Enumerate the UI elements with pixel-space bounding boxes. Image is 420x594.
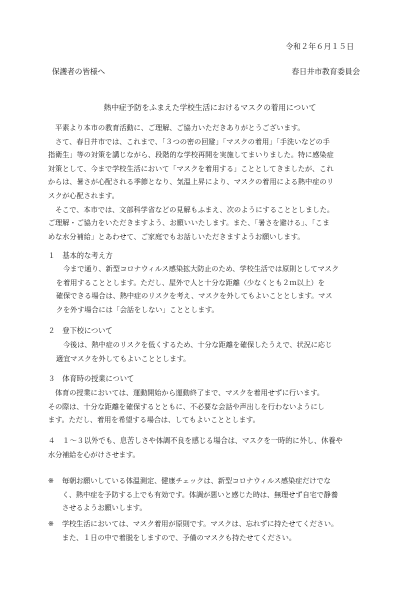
section-body — [56, 262, 390, 316]
section-body — [48, 386, 390, 427]
note-line — [48, 517, 390, 531]
note-text: 学校生活においては、マスク着用が原則です。マスクは、忘れずに持たせてください。 — [62, 519, 339, 528]
section-heading: ４ １～３以外でも、息苦しさや体調不良を感じる場合は、マスクを一時的に外し、休養や — [48, 436, 343, 445]
note — [48, 474, 390, 515]
issue-date: 令和２年６月１５日 — [285, 42, 354, 51]
section-body — [48, 448, 382, 462]
intro-line: からは、暑さが心配される季節となり、気温上昇により、マスクの着用による熱中症のリ — [48, 177, 334, 187]
section-line: 確保できる場合は、熱中症のリスクを考え、マスクを外してもよいこととします。マス — [56, 291, 333, 301]
section-heading: ２ 登下校について — [48, 326, 113, 335]
addressee: 保護者の皆様へ — [52, 67, 106, 76]
section-line: その際は、十分な距離を確保するとともに、不必要な会話や声出しを行わないようにし — [48, 401, 325, 411]
intro-line: ご理解・ご協力をいただきますよう、お願いいたします。また、「暑さを避ける」、「こま — [48, 218, 330, 228]
section-line: 今まで通り、新型コロナウィルス感染拡大防止のため、学校生活では原則としてマスク — [63, 264, 339, 273]
section-line: 水分補給を心がけさせます。 — [48, 450, 140, 459]
note-line: く、熱中症を予防する上でも有効です。体調が悪いと感じた時は、無理せず自宅で静養 — [62, 489, 338, 499]
section-line: を着用することとします。ただし、屋外で人と十分な距離（少なくとも２ｍ以上）を — [56, 277, 325, 287]
note-line — [48, 474, 390, 488]
section-line: 今後は、熱中症のリスクを低くするため、十分な距離を確保したうえで、状況に応じ — [63, 340, 333, 349]
intro-paragraph — [48, 121, 388, 243]
note-line: また、１日の中で着脱をしますので、予備のマスクも持たせてください。 — [62, 532, 296, 542]
intro-line: 平素より本市の教育活動に、ご理解、ご協力いただきありがとうございます。 — [55, 123, 305, 132]
section-heading: １ 基本的な考え方 — [48, 251, 113, 260]
section-line: クを外す場合には「会話をしない」こととします。 — [56, 304, 219, 314]
intro-line: 対策として、今まで学校生活において「マスクを着用する」こととしてきましたが、これ — [48, 163, 334, 173]
intro-line: スクが心配されます。 — [48, 190, 119, 200]
document-title: 熱中症予防をふまえた学校生活におけるマスクの着用について — [103, 103, 317, 112]
note-line: させるようお願いします。 — [62, 503, 147, 513]
section-line: 体育の授業においては、運動開始から運動終了まで、マスクを着用せずに行います。 — [55, 388, 324, 397]
note-text: 毎朝お願いしている体温測定、健康チェックは、新型コロナウィルス感染症だけでな — [62, 476, 331, 485]
intro-line: さて、春日井市では、これまで、「３つの密の回避」「マスクの着用」「手洗いなどの手 — [55, 136, 330, 146]
sender: 春日井市教育委員会 — [291, 67, 360, 76]
intro-line: そこで、本市では、文部科学省などの見解もふまえ、次のようにすることとしました。 — [55, 204, 334, 214]
note-mark: ※ — [48, 476, 54, 485]
note — [48, 517, 390, 544]
note-mark: ※ — [48, 519, 54, 528]
intro-line: 指衛生」等の対策を講じながら、段階的な学校再開を実施してまいりました。特に感染症 — [48, 150, 334, 160]
section-heading: ３ 体育時の授業について — [48, 374, 135, 383]
section-line: ます。ただし、着用を希望する場合は、してもよいこととします。 — [48, 415, 260, 425]
section-body — [56, 338, 390, 365]
intro-line: めな水分補給」とあわせて、ご家庭でもお話しいただきますようお願いします。 — [48, 231, 305, 241]
section-line: 適宜マスクを外してもよいこととします。 — [56, 353, 191, 363]
